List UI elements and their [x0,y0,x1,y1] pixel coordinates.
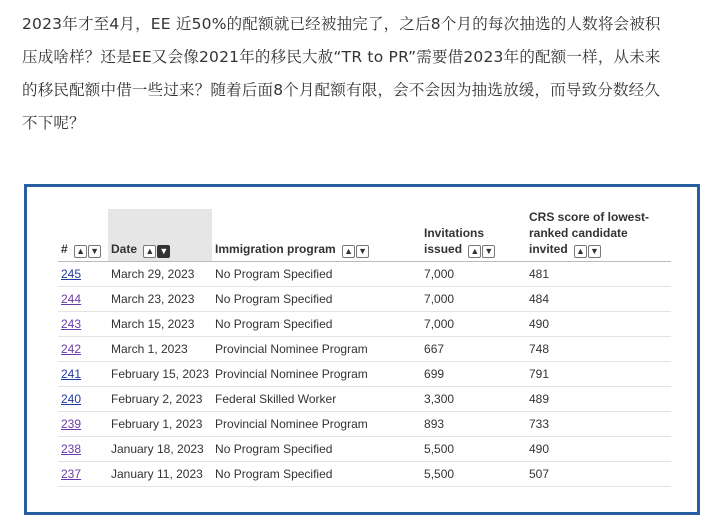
cell-crs: 481 [526,262,671,287]
round-link[interactable]: 245 [61,267,82,281]
round-link[interactable]: 242 [61,342,82,356]
cell-crs: 748 [526,337,671,362]
column-header-date [108,209,212,262]
express-entry-rounds-table [58,209,671,487]
cell-date: February 1, 2023 [108,412,212,437]
column-header-label: Date [110,242,137,256]
column-header-program [212,209,421,262]
cell-invitations: 5,500 [421,462,526,487]
sort-desc-icon[interactable]: ▼ [88,245,101,258]
cell-date: January 11, 2023 [108,462,212,487]
table-row [58,387,671,412]
cell-invitations: 667 [421,337,526,362]
sort-controls [574,245,601,258]
cell-crs: 507 [526,462,671,487]
cell-program: No Program Specified [212,262,421,287]
article-line: 不下呢？ [22,114,85,132]
cell-crs: 484 [526,287,671,312]
cell-invitations: 5,500 [421,437,526,462]
cell-date: March 29, 2023 [108,262,212,287]
column-header-crs [526,209,671,262]
cell-program: No Program Specified [212,312,421,337]
round-link[interactable]: 243 [61,317,82,331]
cell-program: No Program Specified [212,437,421,462]
table-row [58,287,671,312]
cell-crs: 791 [526,362,671,387]
round-link[interactable]: 240 [61,392,82,406]
cell-invitations: 7,000 [421,312,526,337]
cell-number [58,437,108,462]
column-header-label: issued [424,242,463,256]
sort-asc-icon[interactable]: ▲ [342,245,355,258]
cell-program: Provincial Nominee Program [212,337,421,362]
cell-date: February 15, 2023 [108,362,212,387]
cell-invitations: 7,000 [421,287,526,312]
table-row [58,412,671,437]
cell-invitations: 699 [421,362,526,387]
column-header-label: Invitations [424,226,485,240]
cell-program: Provincial Nominee Program [212,362,421,387]
cell-crs: 490 [526,312,671,337]
column-header-label: # [61,242,68,256]
column-header-number [58,209,108,262]
round-link[interactable]: 237 [61,467,82,481]
sort-controls [468,245,495,258]
cell-number [58,412,108,437]
sort-desc-icon[interactable]: ▼ [482,245,495,258]
cell-crs: 733 [526,412,671,437]
sort-controls [74,245,101,258]
sort-desc-icon[interactable]: ▼ [588,245,601,258]
cell-invitations: 3,300 [421,387,526,412]
column-header-label: ranked candidate [528,226,628,240]
cell-invitations: 893 [421,412,526,437]
cell-date: February 2, 2023 [108,387,212,412]
cell-invitations: 7,000 [421,262,526,287]
cell-date: March 23, 2023 [108,287,212,312]
screenshot-frame [24,184,700,515]
table-row [58,462,671,487]
cell-crs: 490 [526,437,671,462]
cell-number [58,262,108,287]
article-line: 压成啥样？还是EE又会像2021年的移民大赦“TR to PR”需要借2023年的配额一样，从未来 [22,48,661,66]
cell-number [58,312,108,337]
cell-program: No Program Specified [212,462,421,487]
cell-program: Federal Skilled Worker [212,387,421,412]
sort-asc-icon[interactable]: ▲ [74,245,87,258]
cell-program: No Program Specified [212,287,421,312]
cell-program: Provincial Nominee Program [212,412,421,437]
table-row [58,437,671,462]
column-header-label: Immigration program [215,242,336,256]
round-link[interactable]: 239 [61,417,82,431]
cell-number [58,337,108,362]
cell-number [58,287,108,312]
table-row [58,362,671,387]
column-header-label: invited [528,242,568,256]
article-line: 2023年才至4月，EE 近50%的配额就已经被抽完了，之后8个月的每次抽选的人数将会被积 [22,15,661,33]
column-header-invitations [421,209,526,262]
sort-controls [143,245,170,258]
sort-controls [342,245,369,258]
round-link[interactable]: 244 [61,292,82,306]
table-row [58,337,671,362]
sort-desc-icon[interactable]: ▼ [157,245,170,258]
article-line: 的移民配额中借一些过来？随着后面8个月配额有限，会不会因为抽选放缓，而导致分数经久 [22,81,661,99]
round-link[interactable]: 241 [61,367,82,381]
sort-asc-icon[interactable]: ▲ [143,245,156,258]
cell-number [58,387,108,412]
table-row [58,312,671,337]
cell-date: January 18, 2023 [108,437,212,462]
cell-number [58,362,108,387]
table-header-row [58,209,671,262]
sort-desc-icon[interactable]: ▼ [356,245,369,258]
round-link[interactable]: 238 [61,442,82,456]
sort-asc-icon[interactable]: ▲ [574,245,587,258]
cell-date: March 15, 2023 [108,312,212,337]
column-header-label: CRS score of lowest- [528,210,650,224]
cell-crs: 489 [526,387,671,412]
article-paragraph [22,8,712,140]
sort-asc-icon[interactable]: ▲ [468,245,481,258]
cell-number [58,462,108,487]
table-row [58,262,671,287]
cell-date: March 1, 2023 [108,337,212,362]
